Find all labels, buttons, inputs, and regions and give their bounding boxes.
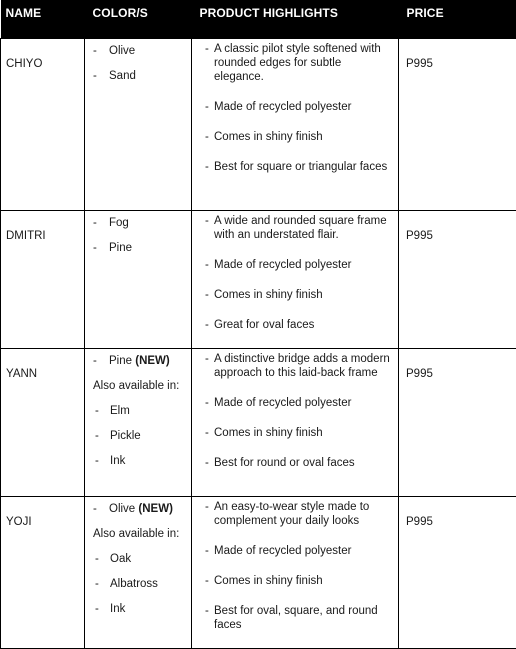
header-colors: COLOR/S [85, 0, 192, 38]
new-badge: (NEW) [138, 503, 173, 515]
color-item: - Fog [85, 216, 191, 230]
color-item: - Pine [85, 241, 191, 255]
header-highlights: PRODUCT HIGHLIGHTS [192, 0, 399, 38]
highlight-item: - Made of recycled polyester [192, 258, 398, 272]
product-name: DMITRI [1, 210, 85, 348]
color-item: - Olive [85, 44, 191, 58]
product-price: P995 [399, 348, 516, 496]
product-price: P995 [399, 210, 516, 348]
highlight-item: - An easy-to-wear style made to complement your daily looks [192, 500, 398, 528]
highlight-item: - Made of recycled polyester [192, 544, 398, 558]
color-item: - Sand [85, 69, 191, 83]
table-row [1, 348, 516, 496]
header-row [1, 0, 516, 38]
header-name: NAME [1, 0, 85, 38]
highlight-item: - Made of recycled polyester [192, 396, 398, 410]
highlight-list [192, 348, 399, 496]
product-price: P995 [399, 496, 516, 648]
product-name: YANN [1, 348, 85, 496]
highlight-list [192, 38, 399, 210]
highlight-item: - A distinctive bridge adds a modern approach to this laid-back frame [192, 352, 398, 380]
product-name: CHIYO [1, 38, 85, 210]
highlight-item: - A wide and rounded square frame with an understated flair. [192, 214, 398, 242]
highlight-item: - Best for round or oval faces [192, 456, 398, 470]
highlight-item: - Comes in shiny finish [192, 130, 398, 144]
also-available-label: Also available in: [85, 527, 191, 541]
highlight-item: - Best for oval, square, and round faces [192, 604, 398, 632]
table-row [1, 496, 516, 648]
color-list [85, 348, 192, 496]
color-item-primary: - Olive (NEW) [85, 502, 191, 516]
product-name: YOJI [1, 496, 85, 648]
color-item: - Ink [85, 454, 191, 468]
highlight-list [192, 210, 399, 348]
header-price: PRICE [399, 0, 516, 38]
product-price: P995 [399, 38, 516, 210]
color-item: - Elm [85, 404, 191, 418]
highlight-item: - Comes in shiny finish [192, 426, 398, 440]
color-item-primary: - Pine (NEW) [85, 354, 191, 368]
highlight-item: - A classic pilot style softened with rounded edges for subtle elegance. [192, 42, 398, 84]
highlight-list [192, 496, 399, 648]
new-badge: (NEW) [135, 355, 170, 367]
color-list [85, 496, 192, 648]
table-row [1, 210, 516, 348]
color-item: - Pickle [85, 429, 191, 443]
highlight-item: - Comes in shiny finish [192, 574, 398, 588]
also-available-label: Also available in: [85, 379, 191, 393]
color-item: - Ink [85, 602, 191, 616]
table-row [1, 38, 516, 210]
color-list [85, 38, 192, 210]
highlight-item: - Comes in shiny finish [192, 288, 398, 302]
highlight-item: - Great for oval faces [192, 318, 398, 332]
highlight-item: - Best for square or triangular faces [192, 160, 398, 174]
color-item: - Oak [85, 552, 191, 566]
highlight-item: - Made of recycled polyester [192, 100, 398, 114]
color-item: - Albatross [85, 577, 191, 591]
color-list [85, 210, 192, 348]
